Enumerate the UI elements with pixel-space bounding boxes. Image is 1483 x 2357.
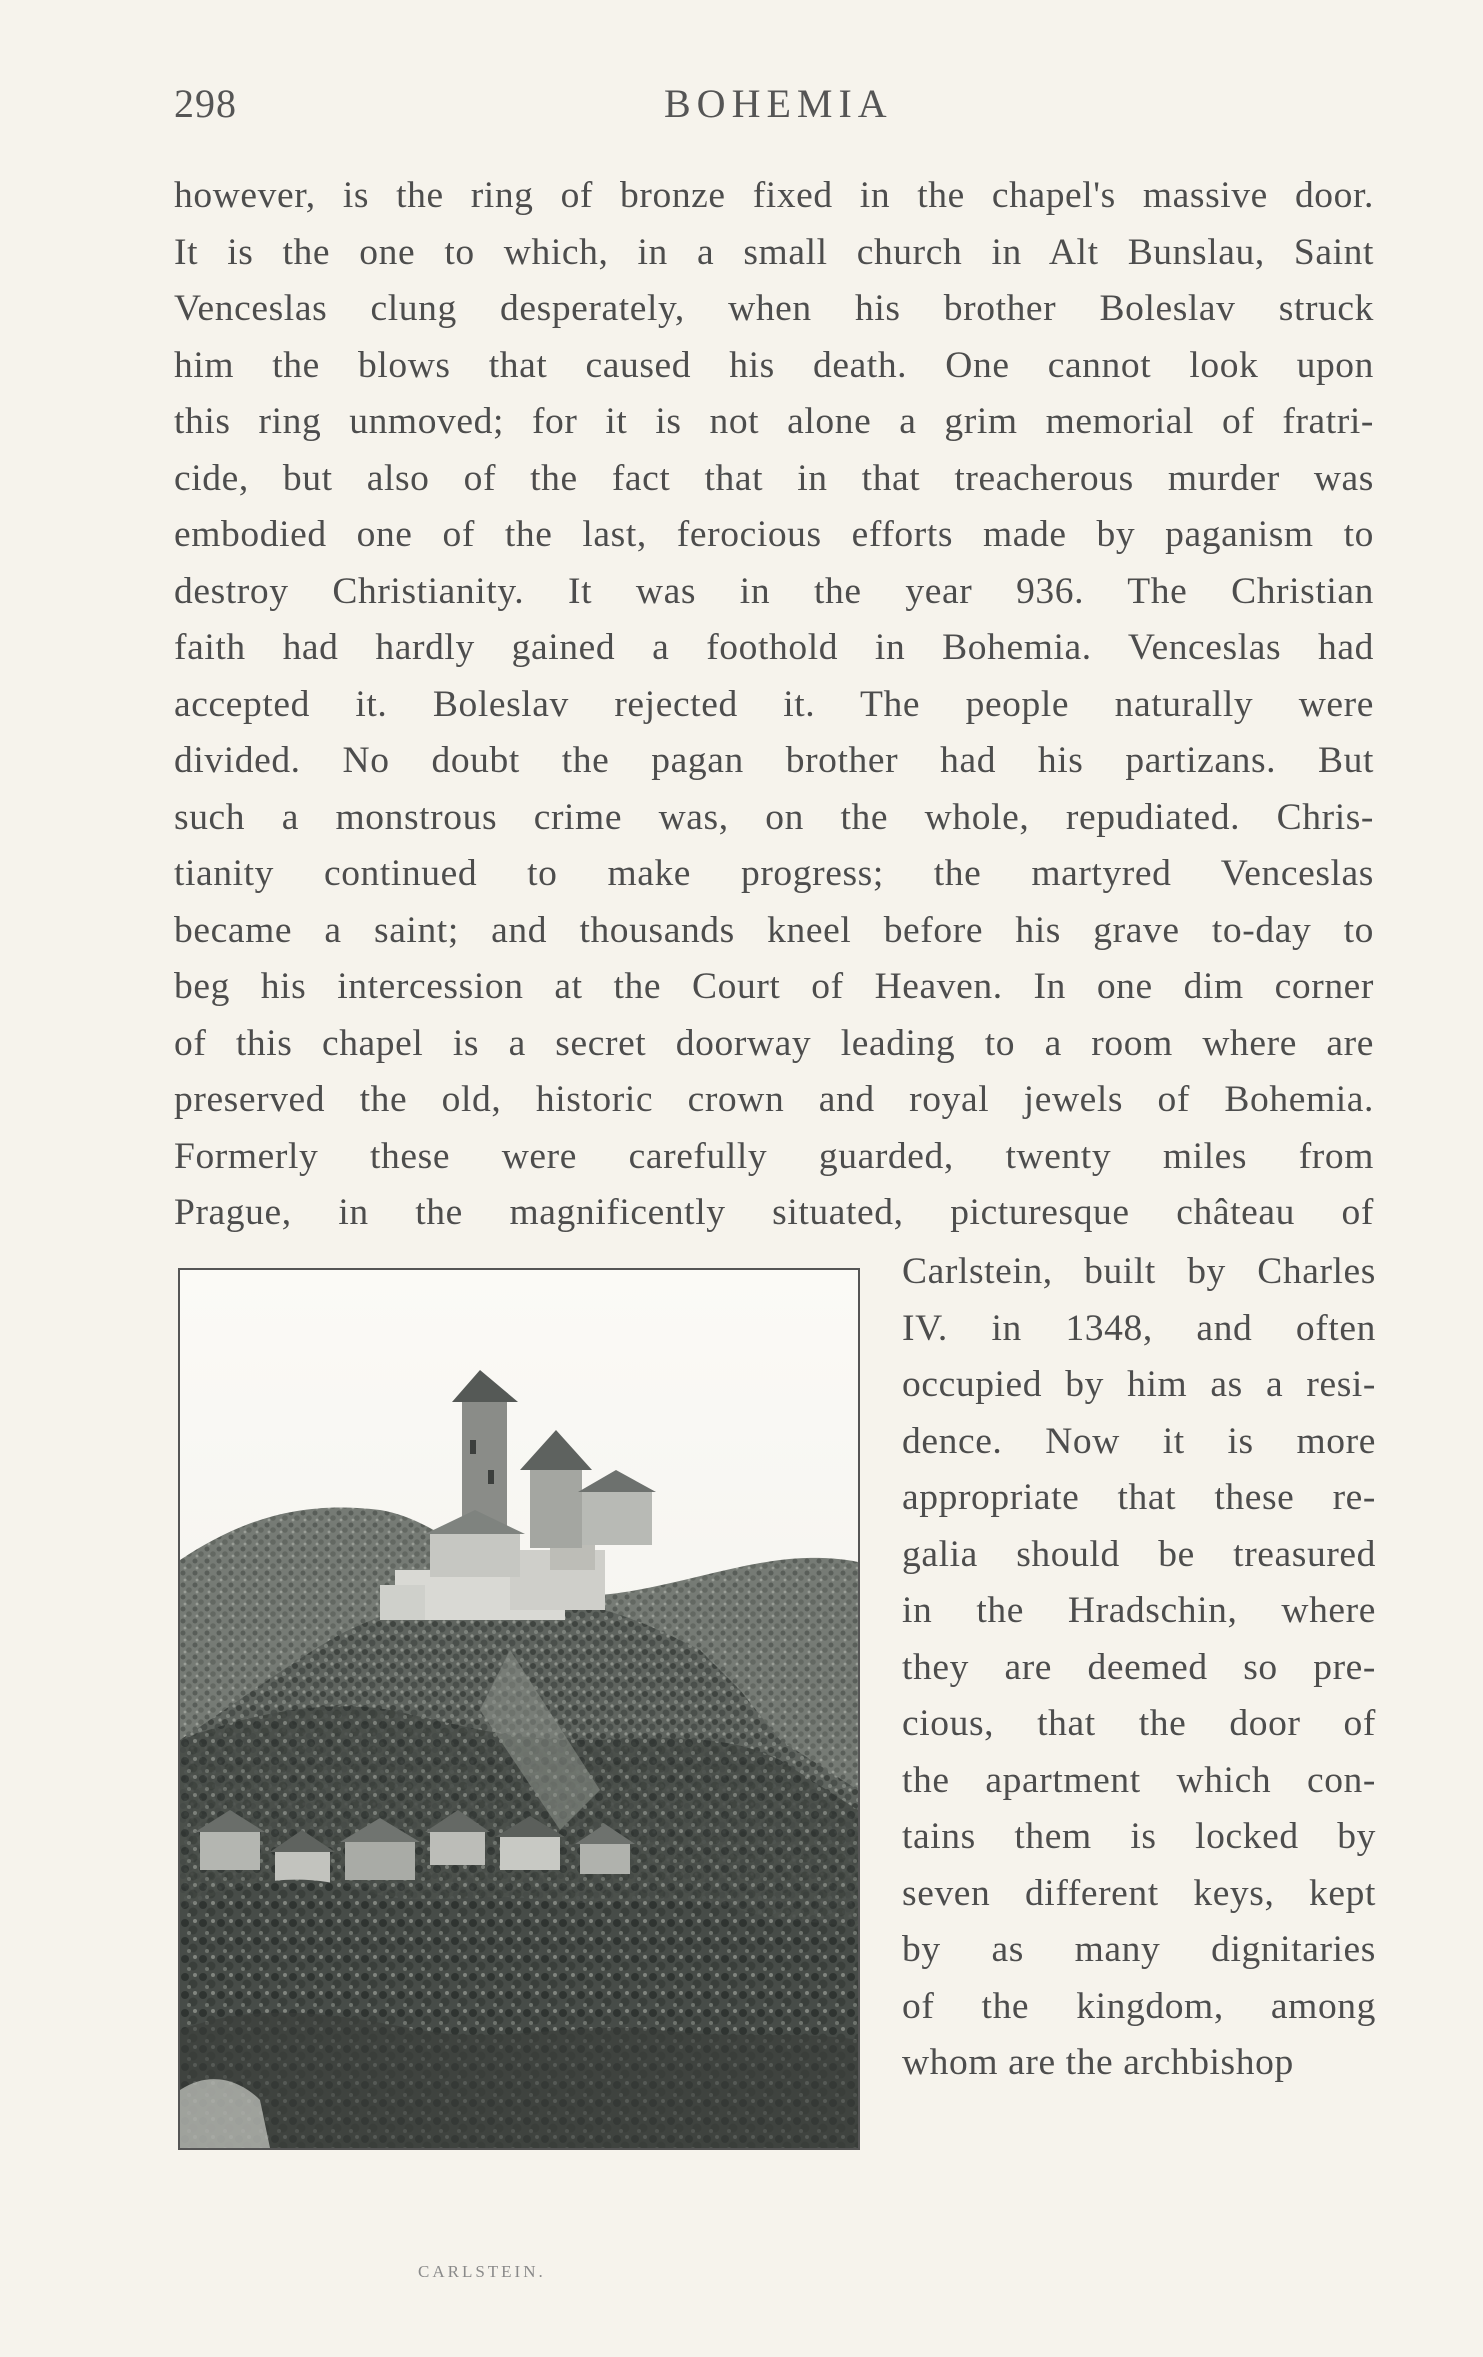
page-number: 298 <box>174 81 237 126</box>
text-line: occupied by him as a resi- <box>902 1364 1376 1405</box>
text-line: tianity continued to make progress; the martyred Venceslas <box>174 853 1374 894</box>
text-line: faith had hardly gained a foothold in Bohemia. Venceslas had <box>174 627 1374 668</box>
text-line: in the Hradschin, where <box>902 1590 1376 1631</box>
text-line: tains them is locked by <box>902 1816 1376 1857</box>
text-line: cious, that the door of <box>902 1703 1376 1744</box>
text-line: embodied one of the last, ferocious efforts made by paganism to <box>174 514 1374 555</box>
figure-carlstein <box>178 1268 858 2148</box>
text-line: dence. Now it is more <box>902 1420 1376 1462</box>
text-line: appropriate that these re- <box>902 1477 1376 1518</box>
text-line: galia should be treasured <box>902 1533 1376 1575</box>
body-paragraph <box>174 168 1374 1242</box>
text-line: accepted it. Boleslav rejected it. The people naturally were <box>174 683 1374 725</box>
text-line: Formerly these were carefully guarded, twenty miles from <box>174 1135 1374 1177</box>
photo-frame <box>178 1268 860 2150</box>
text-line: him the blows that caused his death. One cannot look upon <box>174 344 1374 386</box>
text-line: whom are the archbishop <box>902 2042 1294 2083</box>
text-line: beg his intercession at the Court of Heaven. In one dim corner <box>174 966 1374 1007</box>
text-line: became a saint; and thousands kneel before his grave to-day to <box>174 909 1374 951</box>
text-line: this ring unmoved; for it is not alone a grim memorial of fratri- <box>174 401 1374 442</box>
text-line: such a monstrous crime was, on the whole, repudiated. Chris- <box>174 796 1374 838</box>
text-line: Venceslas clung desperately, when his brother Boleslav struck <box>174 288 1374 329</box>
carlstein-castle-photo <box>180 1270 858 2148</box>
text-line: of this chapel is a secret doorway leading to a room where are <box>174 1022 1374 1064</box>
running-head <box>174 80 1374 140</box>
text-line: destroy Christianity. It was in the year 936. The Christian <box>174 570 1374 612</box>
text-line: seven different keys, kept <box>902 1872 1376 1914</box>
figure-caption: CARLSTEIN. <box>418 2262 546 2281</box>
running-title: BOHEMIA <box>664 81 893 126</box>
text-line: preserved the old, historic crown and royal jewels of Bohemia. <box>174 1079 1374 1120</box>
text-line: cide, but also of the fact that in that treacherous murder was <box>174 457 1374 499</box>
text-line: by as many dignitaries <box>902 1929 1376 1970</box>
side-column-text <box>902 1244 1376 2092</box>
text-line: of the kingdom, among <box>902 1985 1376 2027</box>
text-line: they are deemed so pre- <box>902 1646 1376 1688</box>
text-line: divided. No doubt the pagan brother had his partizans. But <box>174 740 1374 781</box>
text-line: the apartment which con- <box>902 1759 1376 1801</box>
text-line: however, is the ring of bronze fixed in the chapel's massive door. <box>174 175 1374 216</box>
text-line: Prague, in the magnificently situated, picturesque château of <box>174 1192 1374 1233</box>
text-line: Carlstein, built by Charles <box>902 1251 1376 1292</box>
text-line: It is the one to which, in a small church in Alt Bunslau, Saint <box>174 231 1374 273</box>
text-line: IV. in 1348, and often <box>902 1307 1376 1349</box>
